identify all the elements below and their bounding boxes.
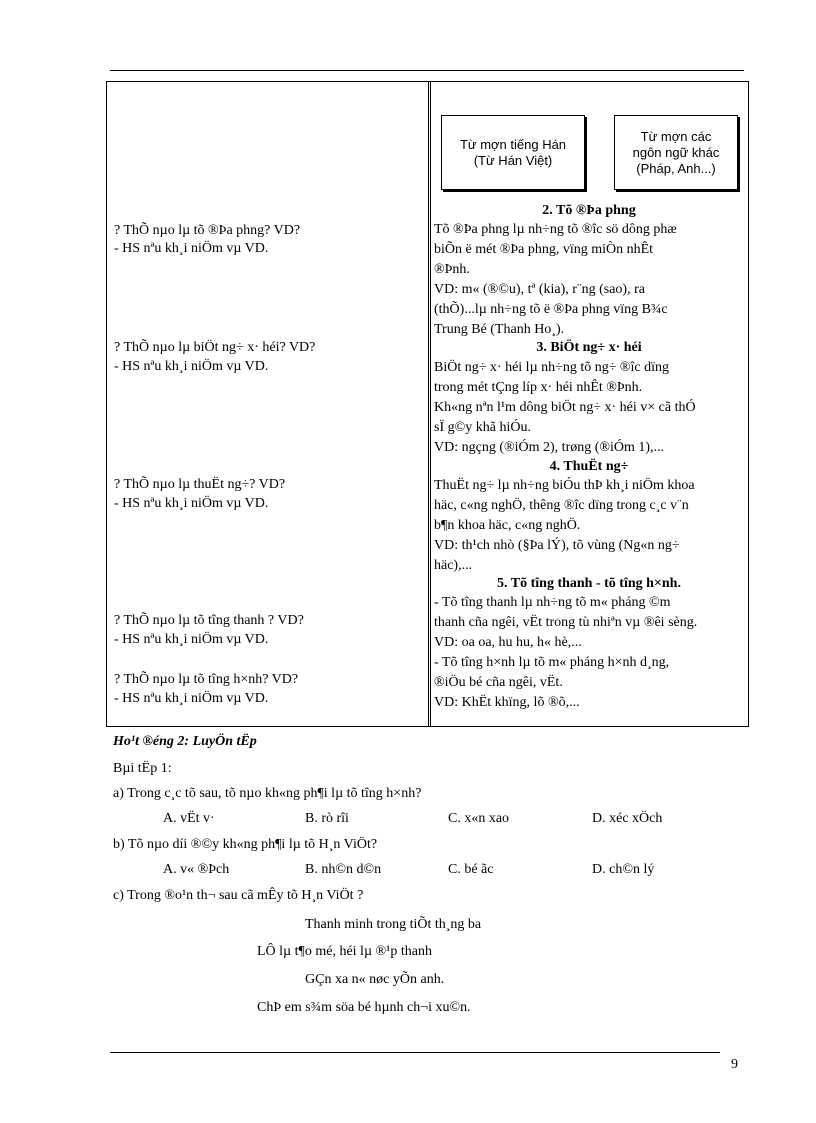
para-dialect-2: biÕn ë mét ®Þa phng, vïng miÒn nhÊt bbox=[434, 242, 654, 257]
para-slang-5: VD: ngçng (®iÓm 2), trøng (®iÓm 1),... bbox=[434, 440, 665, 455]
question-a: a) Trong c¸c tõ sau, tõ nµo kh«ng ph¶i lµ tõ tîng h×nh? bbox=[113, 786, 422, 801]
para-dialect-1: Tõ ®Þa phng lµ nh÷ng tõ ®îc sö dông phæ bbox=[434, 222, 677, 237]
box-other-languages: Từ mợn các ngôn ngữ khác (Pháp, Anh...) bbox=[614, 115, 738, 190]
poem-line-1: Thanh minh trong tiÕt th¸ng ba bbox=[305, 917, 482, 932]
page-number: 9 bbox=[731, 1057, 738, 1072]
para-slang-3: Kh«ng nªn l¹m dông biÖt ng÷ x· héi v× cã thÓ bbox=[434, 400, 696, 415]
header-rule bbox=[110, 70, 744, 71]
footer-rule bbox=[110, 1052, 720, 1053]
question-c: c) Trong ®o¹n th¬ sau cã mÊy tõ H¸n ViÖt ? bbox=[113, 888, 364, 903]
option-b-a: A. v« ®Þch bbox=[163, 862, 230, 877]
para-terminology-3: b¶n khoa häc, c«ng nghÖ. bbox=[434, 518, 581, 533]
para-dialect-5: (thÕ)...lµ nh÷ng tõ ë ®Þa phng vïng B¾c bbox=[434, 302, 668, 317]
option-a-b: B. rò rîi bbox=[305, 811, 349, 826]
heading-onomatopoeia: 5. Tõ tîng thanh - tõ tîng h×nh. bbox=[497, 576, 681, 591]
table-column-divider bbox=[428, 81, 431, 727]
answer-slang: - HS nªu kh¸i niÖm vµ VD. bbox=[114, 359, 269, 374]
answer-ideophone: - HS nªu kh¸i niÖm vµ VD. bbox=[114, 691, 269, 706]
poem-line-4: ChÞ em s¾m söa bé hµnh ch¬i xu©n. bbox=[257, 1000, 471, 1015]
question-ideophone: ? ThÕ nµo lµ tõ tîng h×nh? VD? bbox=[114, 672, 299, 687]
para-terminology-5: häc),... bbox=[434, 558, 473, 573]
section-heading: Ho¹t ®éng 2: LuyÖn tËp bbox=[113, 734, 257, 749]
answer-terminology: - HS nªu kh¸i niÖm vµ VD. bbox=[114, 496, 269, 511]
option-a-a: A. vËt v· bbox=[163, 811, 215, 826]
option-b-d: D. ch©n lý bbox=[592, 862, 655, 877]
question-terminology: ? ThÕ nµo lµ thuËt ng÷? VD? bbox=[114, 477, 286, 492]
heading-terminology: 4. ThuËt ng÷ bbox=[549, 459, 629, 474]
poem-line-2: LÔ lµ t¶o mé, héi lµ ®¹p thanh bbox=[257, 944, 432, 959]
para-dialect-6: Trung Bé (Thanh Ho¸). bbox=[434, 322, 565, 337]
heading-slang: 3. BiÖt ng÷ x· héi bbox=[536, 340, 642, 355]
question-b: b) Tõ nµo díi ®©y kh«ng ph¶i lµ tõ H¸n ViÖt? bbox=[113, 837, 378, 852]
para-dialect-4: VD: m« (®©u), tª (kia), r¨ng (sao), ra bbox=[434, 282, 645, 297]
para-terminology-2: häc, c«ng nghÖ, thêng ®îc dïng trong c¸c v¨n bbox=[434, 498, 689, 513]
question-slang: ? ThÕ nµo lµ biÖt ng÷ x· héi? VD? bbox=[114, 340, 316, 355]
para-terminology-1: ThuËt ng÷ lµ nh÷ng biÓu thÞ kh¸i niÖm khoa bbox=[434, 478, 695, 493]
answer-dialect: - HS nªu kh¸i niÖm vµ VD. bbox=[114, 241, 269, 256]
para-onomatopoeia-3: VD: oa oa, hu hu, h« hè,... bbox=[434, 635, 582, 650]
para-onomatopoeia-1: - Tõ tîng thanh lµ nh÷ng tõ m« pháng ©m bbox=[434, 595, 671, 610]
poem-line-3: GÇn xa n« nøc yÕn anh. bbox=[305, 972, 445, 987]
para-onomatopoeia-5: ®iÖu bé cña ngêi, vËt. bbox=[434, 675, 563, 690]
para-slang-1: BiÖt ng÷ x· héi lµ nh÷ng tõ ng÷ ®îc dïng bbox=[434, 360, 670, 375]
box-sino-vietnamese: Từ mợn tiếng Hán (Từ Hán Việt) bbox=[441, 115, 585, 190]
para-slang-2: trong mét tÇng líp x· héi nhÊt ®Þnh. bbox=[434, 380, 643, 395]
para-slang-4: sÏ g©y khã hiÓu. bbox=[434, 420, 531, 435]
option-a-d: D. xéc xÖch bbox=[592, 811, 663, 826]
para-terminology-4: VD: th¹ch nhò (§Þa lÝ), tõ vùng (Ng«n ng÷ bbox=[434, 538, 680, 553]
para-dialect-3: ®Þnh. bbox=[434, 262, 470, 277]
para-onomatopoeia-4: - Tõ tîng h×nh lµ tõ m« pháng h×nh d¸ng, bbox=[434, 655, 670, 670]
option-b-b: B. nh©n d©n bbox=[305, 862, 382, 877]
option-b-c: C. bé ãc bbox=[448, 862, 494, 877]
question-onomatopoeia: ? ThÕ nµo lµ tõ tîng thanh ? VD? bbox=[114, 613, 304, 628]
para-onomatopoeia-2: thanh cña ngêi, vËt trong tù nhiªn vµ ®êi sèng. bbox=[434, 615, 698, 630]
answer-onomatopoeia: - HS nªu kh¸i niÖm vµ VD. bbox=[114, 632, 269, 647]
question-dialect: ? ThÕ nµo lµ tõ ®Þa phng? VD? bbox=[114, 223, 301, 238]
option-a-c: C. x«n xao bbox=[448, 811, 510, 826]
exercise-title: Bµi tËp 1: bbox=[113, 761, 172, 776]
heading-dialect: 2. Tõ ®Þa phng bbox=[542, 203, 636, 218]
para-onomatopoeia-6: VD: KhËt khïng, lõ ®õ,... bbox=[434, 695, 580, 710]
